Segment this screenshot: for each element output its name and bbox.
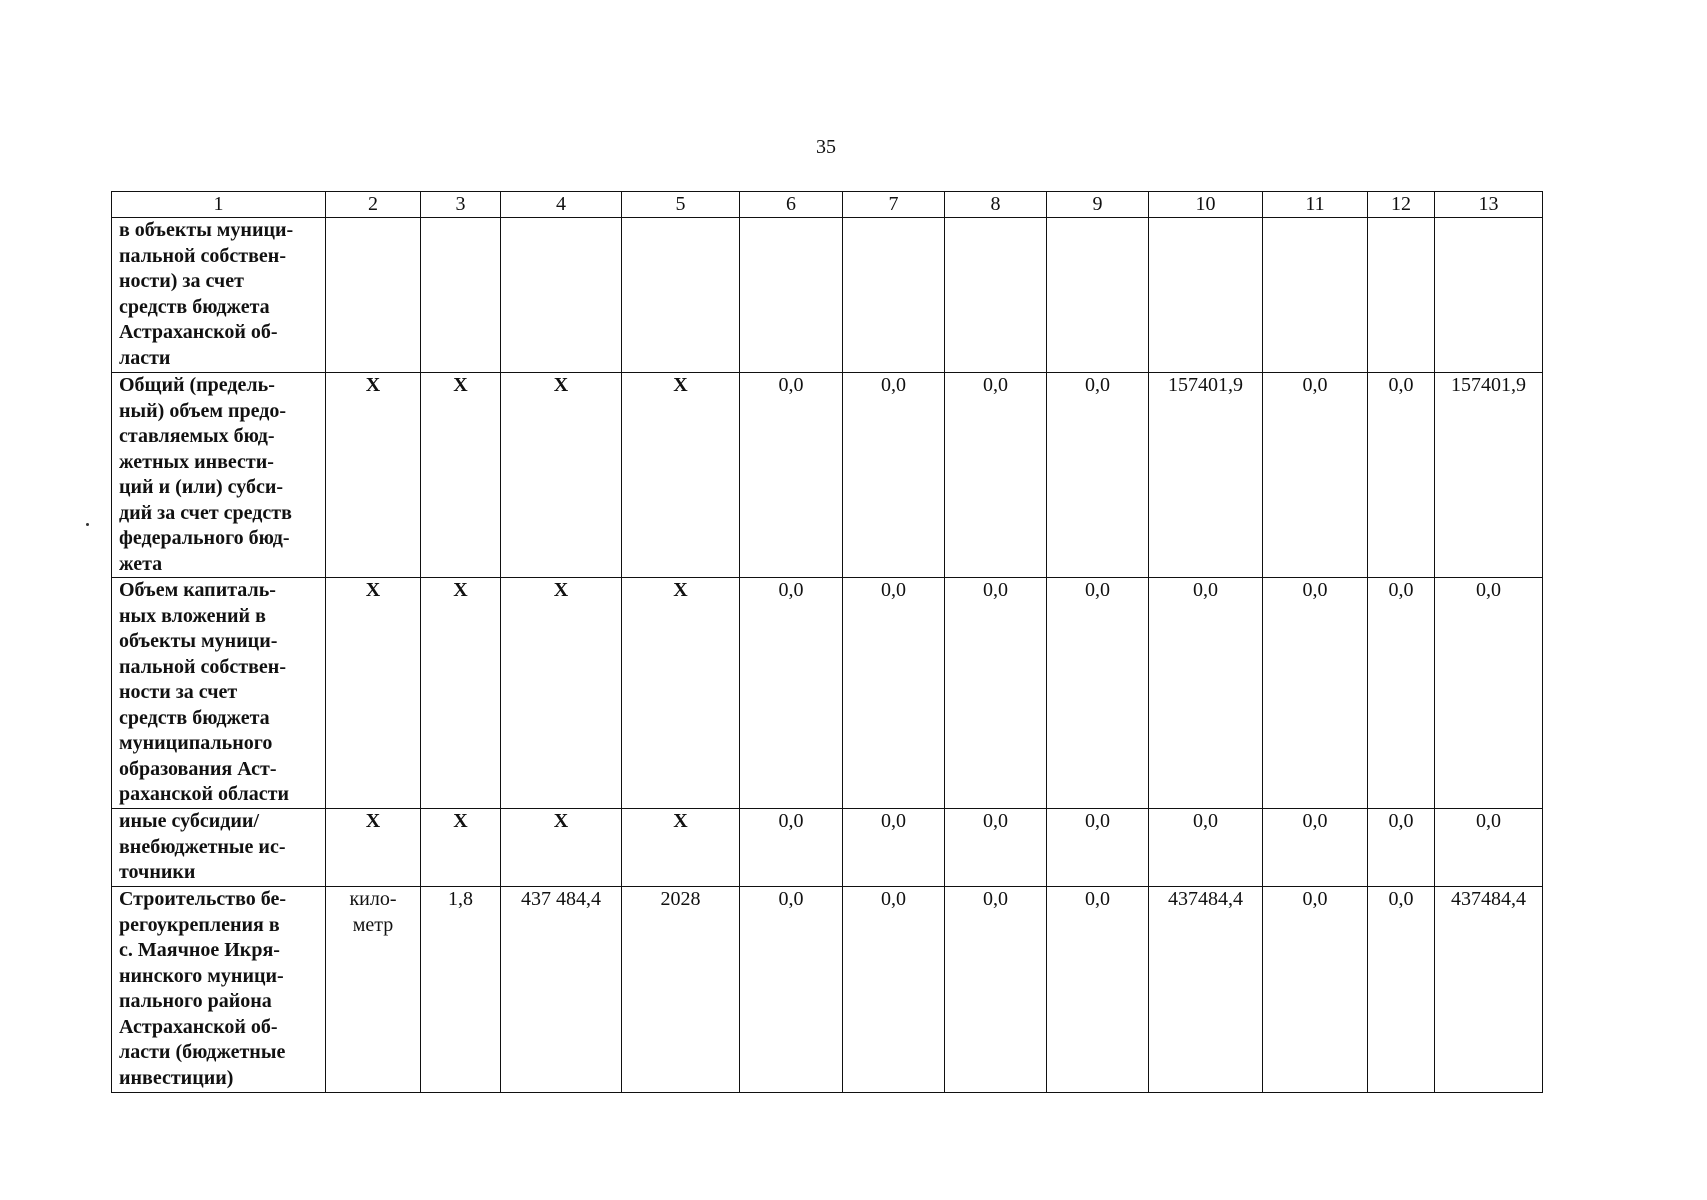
unit-cell: кило- метр [326,887,421,1093]
table-cell: 0,0 [1368,887,1435,1093]
row-description: Общий (предель- ный) объем предо- ставляемых бюд- жетных инвести- ций и (или) субси- дий за счет средств федерального бюд- жета [112,373,326,578]
table-cell: 157401,9 [1149,373,1263,578]
table-cell: 0,0 [945,373,1047,578]
table-cell: 437484,4 [1435,887,1543,1093]
row-description: Объем капиталь- ных вложений в объекты муници- пальной собствен- ности за счет средств бюджета муниципального образования Аст- раханской области [112,578,326,809]
column-number: 4 [501,192,622,218]
table-cell [421,218,501,373]
table-cell: 0,0 [843,809,945,887]
table-cell: 0,0 [1047,373,1149,578]
table-cell: X [622,578,740,809]
table-cell [622,218,740,373]
scan-dot [86,523,89,526]
table-cell: 0,0 [1149,578,1263,809]
table-row [112,887,1543,1093]
table-row [112,373,1543,578]
column-number: 12 [1368,192,1435,218]
table-cell: 0,0 [945,578,1047,809]
column-number: 6 [740,192,843,218]
table-cell: X [622,809,740,887]
row-description: Строительство бе- регоукрепления в с. Маячное Икря- нинского муници- пального района Астраханской об- ласти (бюджетные инвестиции) [112,887,326,1093]
table-cell: X [421,373,501,578]
table-row [112,578,1543,809]
table-cell: X [501,809,622,887]
table-cell [501,218,622,373]
column-number: 1 [112,192,326,218]
table-row [112,218,1543,373]
table-cell: 437484,4 [1149,887,1263,1093]
table-cell [326,218,421,373]
table-cell: 0,0 [1435,578,1543,809]
table-cell: 437 484,4 [501,887,622,1093]
column-number: 10 [1149,192,1263,218]
table-cell: 0,0 [740,809,843,887]
table-cell: X [501,578,622,809]
table-cell: 0,0 [740,887,843,1093]
table-cell: X [501,373,622,578]
column-number: 11 [1263,192,1368,218]
column-number-row [112,192,1543,218]
table-cell [843,218,945,373]
table-cell: 0,0 [740,578,843,809]
table-cell: 0,0 [1368,578,1435,809]
column-number: 2 [326,192,421,218]
table-cell: 0,0 [740,373,843,578]
table-cell: 0,0 [945,809,1047,887]
table-cell: 0,0 [1263,887,1368,1093]
table-cell [1047,218,1149,373]
table-cell: X [622,373,740,578]
budget-table [111,191,1543,1093]
column-number: 7 [843,192,945,218]
table-cell: 0,0 [1047,578,1149,809]
table-cell: 0,0 [1368,809,1435,887]
table-cell: X [421,809,501,887]
table-cell: 0,0 [843,373,945,578]
column-number: 13 [1435,192,1543,218]
page-number: 35 [816,136,836,158]
table-cell: 0,0 [1263,809,1368,887]
table-cell: 0,0 [843,887,945,1093]
column-number: 5 [622,192,740,218]
table-cell [740,218,843,373]
table-cell: X [326,809,421,887]
table-cell [1435,218,1543,373]
column-number: 3 [421,192,501,218]
table-cell: X [421,578,501,809]
table-cell: 0,0 [1047,809,1149,887]
table-cell: 0,0 [1263,578,1368,809]
column-number: 9 [1047,192,1149,218]
table-cell: 0,0 [1149,809,1263,887]
table-cell [1368,218,1435,373]
table-cell [945,218,1047,373]
table-row [112,809,1543,887]
column-number: 8 [945,192,1047,218]
row-description: иные субсидии/ внебюджетные ис- точники [112,809,326,887]
table-cell: X [326,373,421,578]
table-cell: 1,8 [421,887,501,1093]
table-cell: 2028 [622,887,740,1093]
table-cell: 0,0 [1047,887,1149,1093]
table-cell: 0,0 [1263,373,1368,578]
table-cell: 157401,9 [1435,373,1543,578]
table-cell: 0,0 [843,578,945,809]
table-cell: 0,0 [945,887,1047,1093]
table-cell: 0,0 [1368,373,1435,578]
table-cell: 0,0 [1435,809,1543,887]
table-cell [1263,218,1368,373]
table-cell [1149,218,1263,373]
table-cell: X [326,578,421,809]
row-description: в объекты муници- пальной собствен- ности) за счет средств бюджета Астраханской об- ласти [112,218,326,373]
